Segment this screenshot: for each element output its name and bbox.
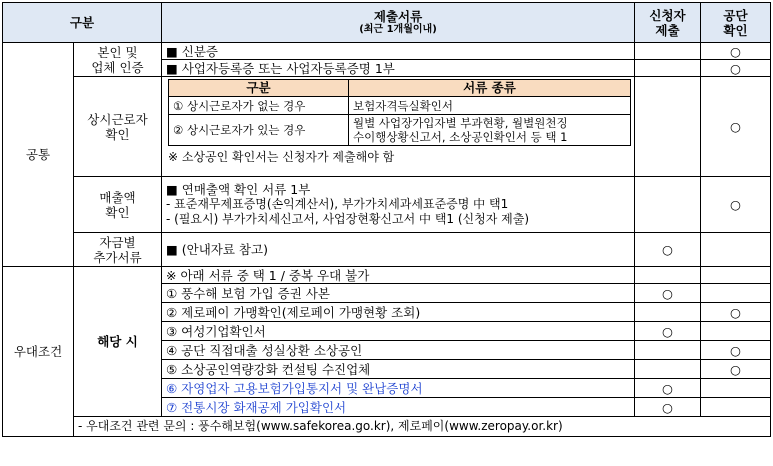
employee-inner-header-doctype: 서류 종류 [349,80,631,97]
header-category: 구분 [3,3,162,43]
preference-note: ※ 아래 서류 중 택 1 / 중복 우대 불가 [162,267,635,284]
employee-case-exist: ② 상시근로자가 있는 경우 [169,115,349,146]
employee-inner-row-2 [169,115,631,146]
extra-label [74,233,162,267]
preference-label: 우대조건 [3,267,74,437]
employee-label-line2: 확인 [105,126,130,142]
header-agency-verify-line2: 확인 [723,22,748,38]
preference-item-5-applicant-cell [635,360,701,379]
preference-item-1: ① 풍수해 보험 가입 증권 사본 [162,284,635,303]
employee-label [74,77,162,177]
preference-item-4: ④ 공단 직접대출 성실상환 소상공인 [162,341,635,360]
employee-row [3,77,771,177]
identity-doc-business-registration: ■ 사업자등록증 또는 사업자등록증명 1부 [162,60,635,77]
table-header-row [3,3,771,43]
identity-id-applicant-cell [635,43,701,60]
identity-id-agency-circle: ○ [701,43,771,60]
sales-label-line2: 확인 [105,204,130,220]
preference-note-row [3,267,771,284]
sales-line-1: ■ 연매출액 확인 서류 1부 [166,182,311,197]
preference-item-4-applicant-cell [635,341,701,360]
extra-agency-cell [701,233,771,267]
preference-item-4-agency-circle: ○ [701,341,771,360]
identity-biz-agency-circle: ○ [701,60,771,77]
sales-line-2: - 표준재무제표증명(손익계산서), 부가가치세과세표준증명 中 택1 [166,197,509,211]
header-agency-verify [701,3,771,43]
extra-label-line2: 추가서류 [93,249,142,265]
submission-documents-table [2,2,771,437]
extra-applicant-circle: ○ [635,233,701,267]
employee-inner-table [168,79,631,146]
employee-case-none: ① 상시근로자가 없는 경우 [169,97,349,115]
sales-label-line1: 매출액 [99,189,136,205]
preference-item-2-agency-circle: ○ [701,303,771,322]
employee-inner-row-1 [169,97,631,115]
preference-item-1-applicant-circle: ○ [635,284,701,303]
employee-note: ※ 소상공인 확인서는 신청자가 제출해야 함 [168,150,395,164]
sales-line-3: - (필요시) 부가가치세신고서, 사업장현황신고서 中 택1 (신청자 제출) [166,212,530,226]
sales-agency-circle: ○ [701,177,771,233]
identity-label [74,43,162,77]
identity-doc-id-card: ■ 신분증 [162,43,635,60]
employee-docs-cell [162,77,635,177]
preference-note-agency-cell [701,267,771,284]
extra-label-line1: 자금별 [99,234,136,250]
header-agency-verify-line1: 공단 [723,7,748,23]
employee-inner-header [169,80,631,97]
preference-item-6-agency-cell [701,379,771,398]
preference-item-3: ③ 여성기업확인서 [162,322,635,341]
employee-agency-circle: ○ [701,77,771,177]
employee-case-exist-doc-line2: 수이행상황신고서, 소상공인확인서 등 택 1 [353,130,568,144]
preference-item-7-agency-cell [701,398,771,417]
preference-item-7-applicant-circle: ○ [635,398,701,417]
preference-contact-row [3,417,771,437]
preference-item-6-applicant-circle: ○ [635,379,701,398]
employee-case-none-doc: 보험자격득실확인서 [349,97,631,115]
sales-row [3,177,771,233]
header-documents-title: 제출서류 [373,9,423,24]
preference-item-3-applicant-circle: ○ [635,322,701,341]
preference-item-7: ⑦ 전통시장 화재공제 가입확인서 [162,398,635,417]
preference-item-6: ⑥ 자영업자 고용보험가입통지서 및 완납증명서 [162,379,635,398]
preference-contact: - 우대조건 관련 문의 : 풍수해보험(www.safekorea.go.kr), 제로페이(www.zeropay.or.kr) [74,417,771,437]
preference-note-applicant-cell [635,267,701,284]
header-documents-subtitle: (최근 1개월이내) [359,24,437,35]
extra-row [3,233,771,267]
employee-case-exist-doc [349,115,631,146]
header-applicant-submit-line1: 신청자 [649,7,686,23]
identity-label-line2: 업체 인증 [91,59,144,75]
header-applicant-submit [635,3,701,43]
preference-item-5: ⑤ 소상공인역량강화 컨설팅 수진업체 [162,360,635,379]
common-label: 공통 [3,43,74,267]
extra-docs-cell: ■ (안내자료 참고) [162,233,635,267]
employee-applicant-cell [635,77,701,177]
employee-inner-header-category: 구분 [169,80,349,97]
preference-sub-label: 해당 시 [74,267,162,417]
employee-label-line1: 상시근로자 [87,111,148,127]
preference-item-1-agency-cell [701,284,771,303]
preference-item-3-agency-cell [701,322,771,341]
sales-docs-cell [162,177,635,233]
sales-applicant-cell [635,177,701,233]
header-applicant-submit-line2: 제출 [655,22,680,38]
document-table-wrapper [2,2,770,462]
preference-item-2: ② 제로페이 가맹확인(제로페이 가맹현황 조회) [162,303,635,322]
employee-case-exist-doc-line1: 월별 사업장가입자별 부과현황, 월별원천징 [353,116,568,130]
header-documents [162,3,635,43]
preference-item-2-applicant-cell [635,303,701,322]
preference-item-5-agency-circle: ○ [701,360,771,379]
identity-label-line1: 본인 및 [97,44,138,60]
identity-row-1 [3,43,771,60]
sales-label [74,177,162,233]
identity-biz-applicant-cell [635,60,701,77]
